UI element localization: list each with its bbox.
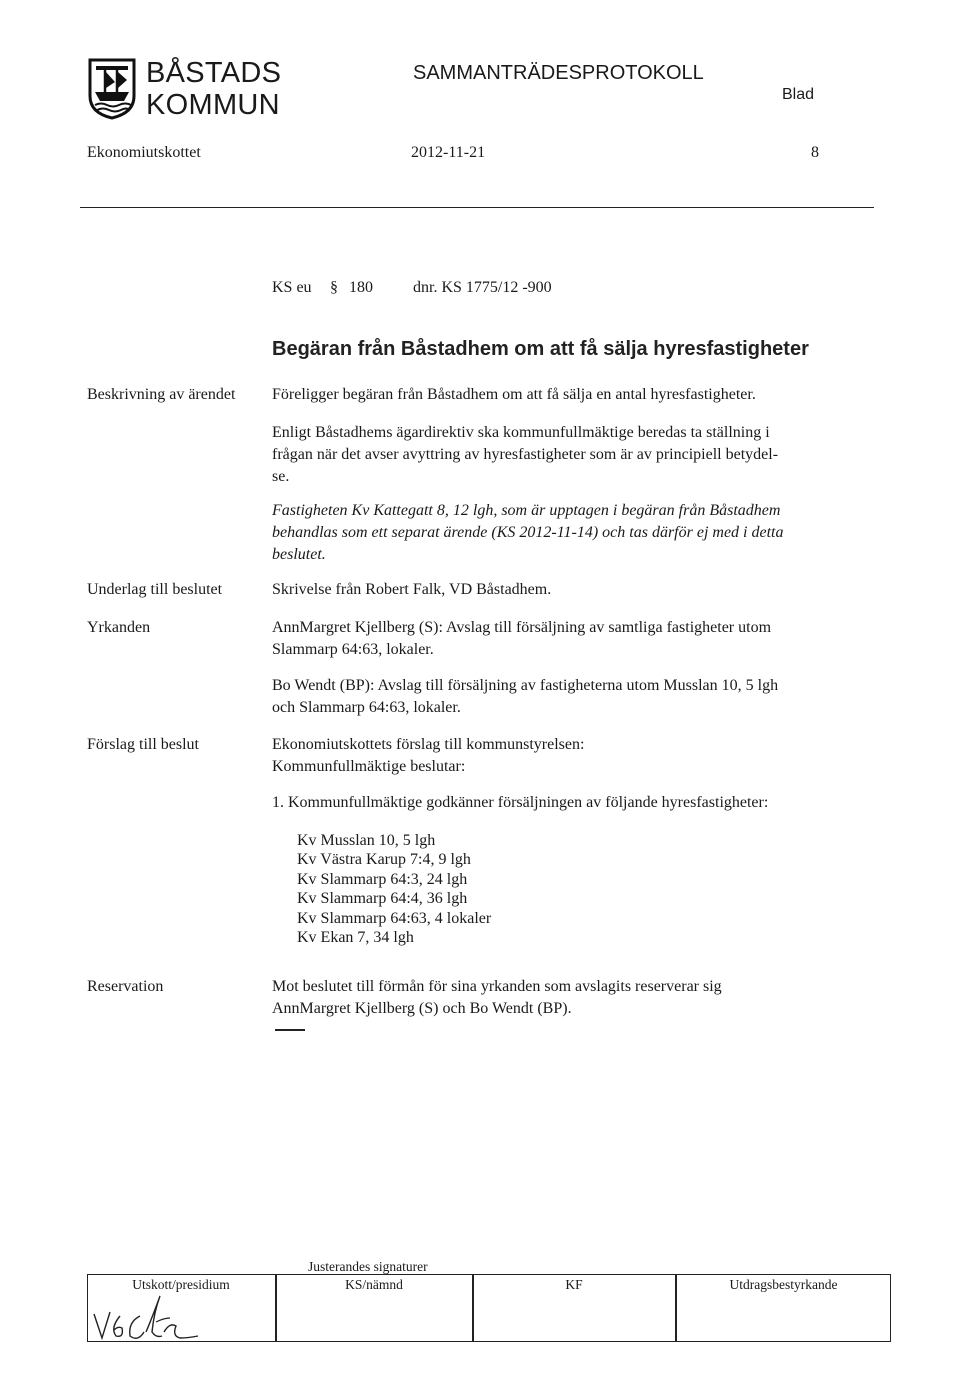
section-symbol: § <box>330 279 338 296</box>
text-line: Föreligger begäran från Båstadhem om att få sälja en antal hyresfastigheter. <box>272 386 756 403</box>
property-list <box>297 831 491 947</box>
beskrivning-paragraph-1 <box>272 384 756 406</box>
underlag-text: Skrivelse från Robert Falk, VD Båstadhem. <box>272 581 552 598</box>
text-line: se. <box>272 468 290 485</box>
page-title: Begäran från Båstadhem om att få sälja hyresfastigheter <box>272 338 809 360</box>
property-item: Kv Slammarp 64:63, 4 lokaler <box>297 909 492 927</box>
yrkanden-label: Yrkanden <box>87 619 151 636</box>
signature-heading: Justerandes signaturer <box>308 1259 428 1274</box>
reference-body: KS eu <box>272 279 312 296</box>
text-line: Enligt Båstadhems ägardirektiv ska kommunfullmäktige beredas ta ställning i <box>272 424 770 441</box>
beskrivning-paragraph-3 <box>272 500 784 566</box>
coat-of-arms-icon <box>87 58 137 120</box>
logo-line-2: KOMMUN <box>146 89 280 121</box>
text-line: behandlas som ett separat ärende (KS 2012-11-14) och tas därför ej med i detta <box>272 524 784 541</box>
signature-col-utskott: Utskott/presidium <box>132 1277 230 1292</box>
text-line: AnnMargret Kjellberg (S): Avslag till försäljning av samtliga fastigheter utom <box>272 619 772 636</box>
signature-scribble-icon <box>90 1292 200 1344</box>
text-line: frågan när det avser avyttring av hyresfastigheter som är av principiell betydel- <box>272 446 779 463</box>
text-line: och Slammarp 64:63, lokaler. <box>272 699 461 716</box>
yrkande-1 <box>272 617 771 661</box>
end-rule <box>275 1029 305 1031</box>
handwritten-initials <box>90 1292 200 1344</box>
text-line: Bo Wendt (BP): Avslag till försäljning av fastigheterna utom Musslan 10, 5 lgh <box>272 677 779 694</box>
text-line: Ekonomiutskottets förslag till kommunstyrelsen: <box>272 736 585 753</box>
section-number: 180 <box>349 279 373 296</box>
forslag-text <box>272 734 584 778</box>
yrkande-2 <box>272 675 778 719</box>
beskrivning-paragraph-2 <box>272 422 778 488</box>
meeting-date: 2012-11-21 <box>411 144 486 161</box>
text-line: Slammarp 64:63, lokaler. <box>272 641 434 658</box>
text-line: Kommunfullmäktige beslutar: <box>272 758 466 775</box>
underlag-label: Underlag till beslutet <box>87 581 223 598</box>
text-line: AnnMargret Kjellberg (S) och Bo Wendt (BP). <box>272 1000 572 1017</box>
page-number: 8 <box>811 144 819 161</box>
property-item: Kv Slammarp 64:4, 36 lgh <box>297 890 468 908</box>
logo-line-1: BÅSTADS <box>146 57 282 89</box>
text-line: Fastigheten Kv Kattegatt 8, 12 lgh, som är upptagen i begäran från Båstadhem <box>272 502 781 519</box>
document-type: SAMMANTRÄDESPROTOKOLL <box>413 62 704 84</box>
reservation-label: Reservation <box>87 978 164 995</box>
signature-col-ks: KS/nämnd <box>345 1277 403 1292</box>
text-line: beslutet. <box>272 546 326 563</box>
property-item: Kv Musslan 10, 5 lgh <box>297 832 436 849</box>
text-line: Mot beslutet till förmån för sina yrkanden som avslagits reserverar sig <box>272 978 722 995</box>
property-item: Kv Slammarp 64:3, 24 lgh <box>297 870 468 888</box>
blad-label: Blad <box>782 86 815 103</box>
forslag-label: Förslag till beslut <box>87 736 199 753</box>
reservation-text <box>272 976 722 1020</box>
diary-number: dnr. KS 1775/12 -900 <box>413 279 552 296</box>
signature-col-kf: KF <box>565 1277 583 1292</box>
header-divider <box>80 207 874 208</box>
beskrivning-label: Beskrivning av ärendet <box>87 386 236 403</box>
property-item: Kv Västra Karup 7:4, 9 lgh <box>297 851 471 869</box>
property-item: Kv Ekan 7, 34 lgh <box>297 929 414 947</box>
decision-point-1: 1. Kommunfullmäktige godkänner försäljningen av följande hyresfastigheter: <box>272 794 769 811</box>
committee-name: Ekonomiutskottet <box>87 144 201 161</box>
municipality-logo <box>87 58 137 120</box>
signature-col-utdrag: Utdragsbestyrkande <box>729 1277 838 1292</box>
